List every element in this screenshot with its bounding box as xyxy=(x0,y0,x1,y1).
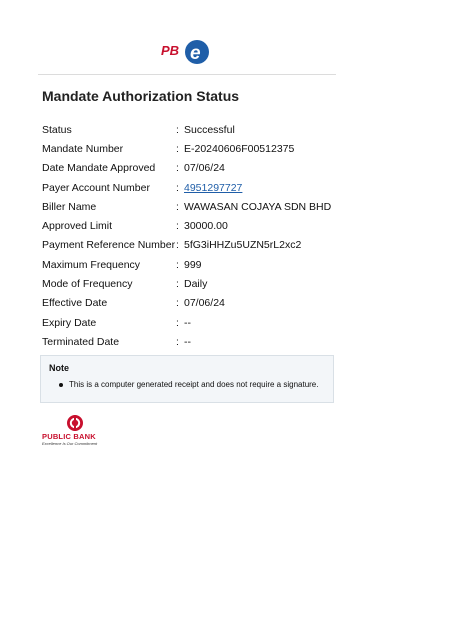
field-label: Status xyxy=(42,123,72,136)
field-colon: : xyxy=(176,278,179,291)
field-label: Approved Limit xyxy=(42,220,113,233)
bullet-icon xyxy=(59,383,63,387)
field-value: Successful xyxy=(184,123,235,136)
public-bank-tagline: Excellence Is Our Commitment xyxy=(42,441,98,446)
field-value: WAWASAN COJAYA SDN BHD xyxy=(184,200,332,213)
details-list xyxy=(42,120,342,352)
pbe-logo-text: PB xyxy=(161,43,180,58)
field-value: 07/06/24 xyxy=(184,297,225,310)
field-value: -- xyxy=(184,316,191,329)
field-label: Payment Reference Number xyxy=(42,239,176,252)
field-colon: : xyxy=(176,142,179,155)
row-approved-limit xyxy=(42,216,342,235)
field-colon: : xyxy=(176,200,179,213)
field-value: 999 xyxy=(184,258,202,271)
page-title: Mandate Authorization Status xyxy=(42,88,240,104)
field-colon: : xyxy=(176,335,179,348)
field-colon: : xyxy=(176,162,179,175)
field-label: Mode of Frequency xyxy=(42,278,133,291)
field-label: Biller Name xyxy=(42,200,97,213)
row-payment-reference-number xyxy=(42,236,342,255)
header-divider xyxy=(38,74,336,75)
field-value: 5fG3iHHZu5UZN5rL2xc2 xyxy=(184,239,302,252)
row-mode-of-frequency xyxy=(42,274,342,293)
row-maximum-frequency xyxy=(42,255,342,274)
row-expiry-date xyxy=(42,313,342,332)
row-effective-date xyxy=(42,294,342,313)
field-label: Terminated Date xyxy=(42,335,120,348)
public-bank-brand-text: PUBLIC BANK xyxy=(42,432,96,441)
field-value: E-20240606F00512375 xyxy=(184,142,295,155)
row-payer-account-number xyxy=(42,178,342,197)
public-bank-logo xyxy=(40,414,112,450)
note-item xyxy=(59,380,318,389)
field-colon: : xyxy=(176,316,179,329)
row-biller-name xyxy=(42,197,342,216)
field-label: Mandate Number xyxy=(42,142,124,155)
note-text: This is a computer generated receipt and does not require a signature. xyxy=(69,380,319,389)
field-colon: : xyxy=(176,220,179,233)
public-bank-emblem-icon xyxy=(67,415,83,431)
pbe-logo-mark: e xyxy=(190,43,201,64)
field-label: Date Mandate Approved xyxy=(42,162,156,175)
field-label: Payer Account Number xyxy=(42,181,150,194)
note-title: Note xyxy=(49,363,69,373)
note-box xyxy=(40,355,334,403)
field-colon: : xyxy=(176,258,179,271)
field-value: -- xyxy=(184,335,191,348)
payer-account-link[interactable]: 4951297727 xyxy=(184,181,243,194)
row-date-mandate-approved xyxy=(42,159,342,178)
field-colon: : xyxy=(176,297,179,310)
field-value: 07/06/24 xyxy=(184,162,225,175)
field-colon: : xyxy=(176,239,179,252)
field-value: 30000.00 xyxy=(184,220,228,233)
field-label: Maximum Frequency xyxy=(42,258,141,271)
field-colon: : xyxy=(176,123,179,136)
row-status xyxy=(42,120,342,139)
field-label: Expiry Date xyxy=(42,316,97,329)
pbe-logo xyxy=(159,38,219,66)
field-value: Daily xyxy=(184,278,208,291)
row-mandate-number xyxy=(42,139,342,158)
row-terminated-date xyxy=(42,332,342,351)
field-colon: : xyxy=(176,181,179,194)
field-label: Effective Date xyxy=(42,297,108,310)
